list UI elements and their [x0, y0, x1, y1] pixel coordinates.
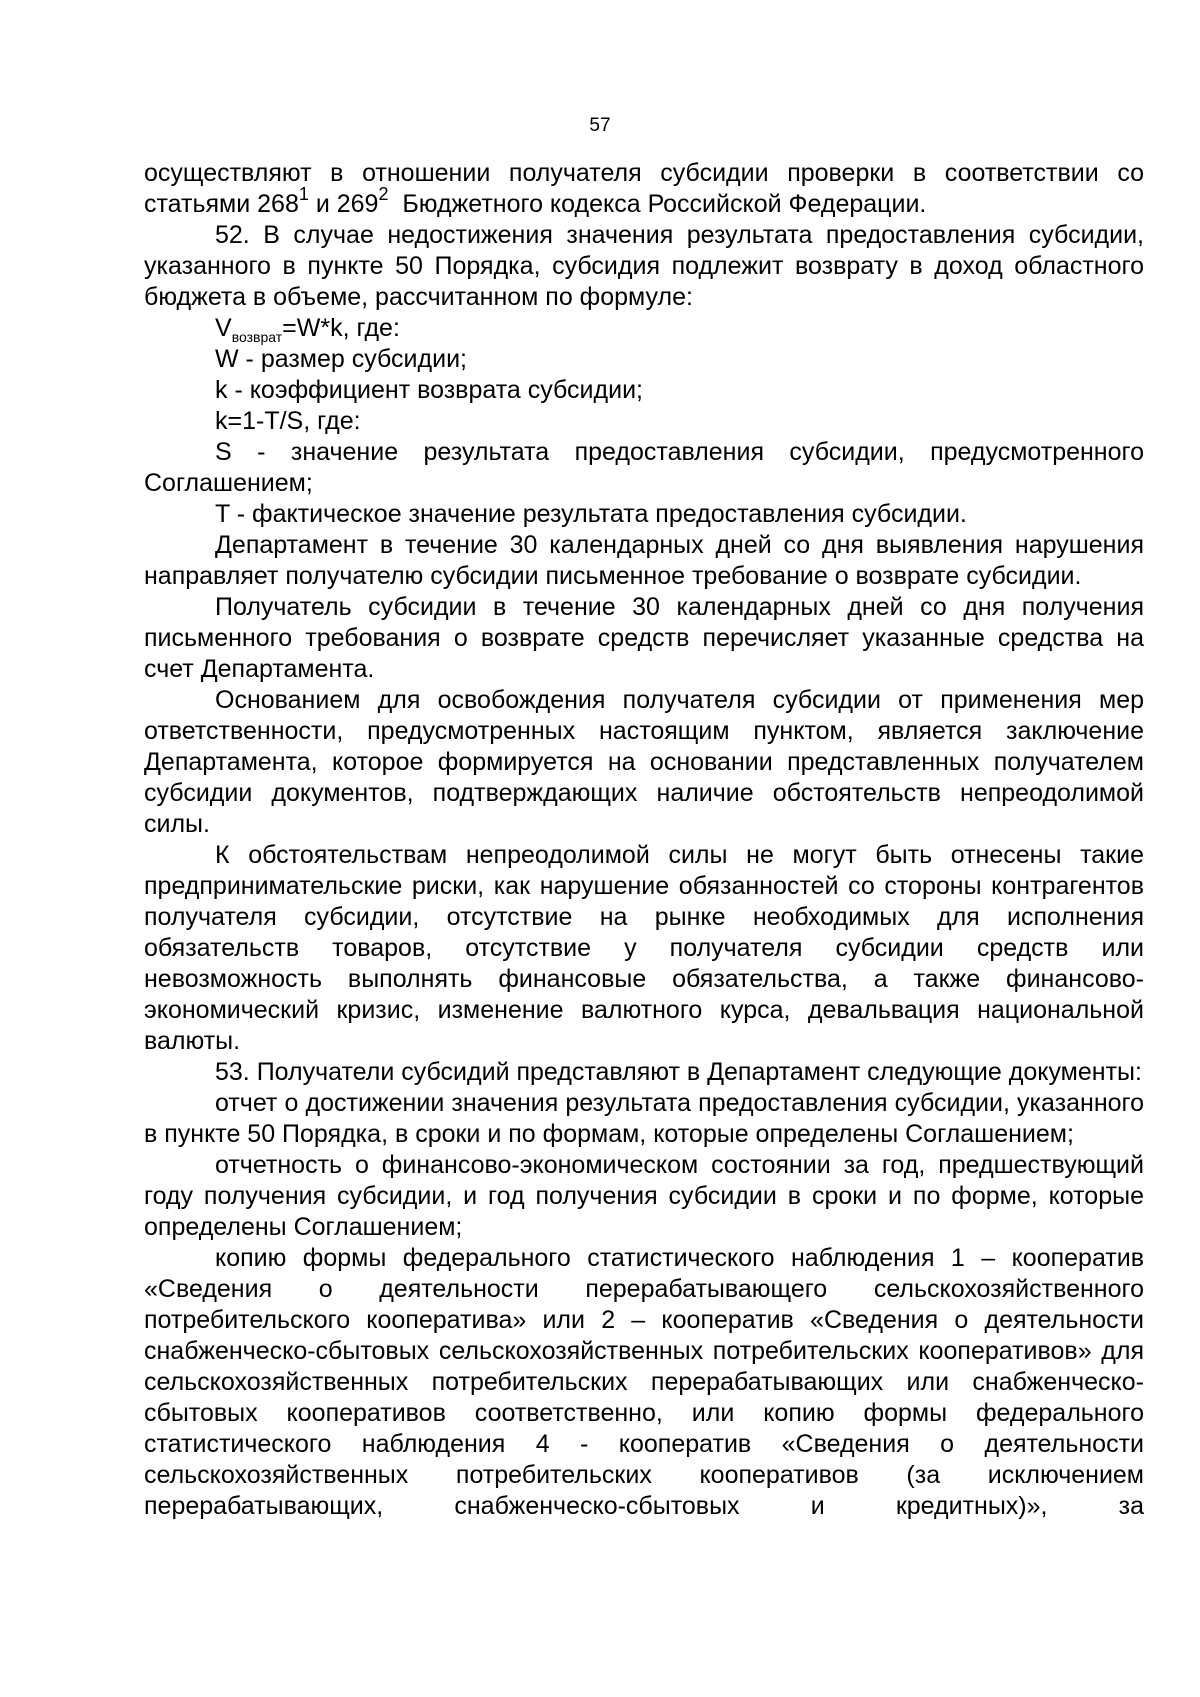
- paragraph-continuation: осуществляют в отношении получателя субсидии проверки в соответствии со: [144, 159, 1144, 187]
- text-fragment: и 269: [308, 190, 379, 218]
- paragraph-department-request: Департамент в течение 30 календарных дней со дня выявления нарушения направляет получателю субсидии письменное требование о возврате субсидии.: [144, 531, 1144, 590]
- paragraph-release-basis: Основанием для освобождения получателя субсидии от применения мер ответственности, предусмотренных настоящим пунктом, является заключение Департамента, которое формируется на основании представленных получателем субсидии документов, подтверждающих наличие обстоятельств непреодолимой силы.: [144, 686, 1144, 838]
- formula-refund: [144, 313, 1144, 344]
- superscript: 2: [378, 183, 389, 204]
- document-body: [144, 158, 1144, 1522]
- paragraph-item-52: 52. В случае недостижения значения результата предоставления субсидии, указанного в пункте 50 Порядка, субсидия подлежит возврату в доход областного бюджета в объеме, рассчитанном по формуле:: [144, 221, 1144, 311]
- formula-definition-s: S - значение результата предоставления субсидии, предусмотренного Соглашением;: [144, 438, 1144, 497]
- paragraph-budget-code-reference: [144, 183, 1144, 220]
- text-fragment: Бюджетного кодекса Российской Федерации.: [388, 190, 927, 218]
- formula-definition-k: k - коэффициент возврата субсидии;: [215, 376, 643, 404]
- paragraph-force-majeure: К обстоятельствам непреодолимой силы не могут быть отнесены такие предпринимательские риски, как нарушение обязанностей со стороны контрагентов получателя субсидии, отсутствие на рынке необходимых для исполнения обязательств товаров, отсутствие у получателя субсидии средств или невозможность выполнять финансовые обязательства, а также финансово-экономический кризис, изменение валютного курса, девальвация национальной валюты.: [144, 841, 1144, 1055]
- formula-definition-t: T - фактическое значение результата предоставления субсидии.: [215, 500, 967, 528]
- paragraph-financial-reporting: отчетность о финансово-экономическом состоянии за год, предшествующий году получения субсидии, и год получения субсидии в сроки и по форме, которые определены Соглашением;: [144, 1151, 1144, 1241]
- paragraph-recipient-transfer: Получатель субсидии в течение 30 календарных дней со дня получения письменного требования о возврате средств перечисляет указанные средства на счет Департамента.: [144, 593, 1144, 683]
- formula-definition-w: W - размер субсидии;: [215, 345, 467, 373]
- text-fragment: статьями 268: [144, 190, 299, 218]
- page-number: 57: [589, 115, 611, 136]
- formula-variable: V: [215, 314, 232, 342]
- formula-subscript: возврат: [231, 329, 283, 345]
- paragraph-item-53: 53. Получатели субсидий представляют в Департамент следующие документы:: [215, 1058, 1142, 1086]
- paragraph-statistical-form: копию формы федерального статистического наблюдения 1 – кооператив «Сведения о деятельности перерабатывающего сельскохозяйственного потребительского кооператива» или 2 – кооператив «Сведения о деятельности снабженческо-сбытовых сельскохозяйственных потребительских кооперативов» для сельскохозяйственных потребительских перерабатывающих или снабженческо-сбытовых кооперативов соответственно, или копию формы федерального статистического наблюдения 4 - кооператив «Сведения о деятельности сельскохозяйственных потребительских кооперативов (за исключением перерабатывающих, снабженческо-сбытовых и кредитных)», за: [144, 1244, 1144, 1520]
- paragraph-report: отчет о достижении значения результата предоставления субсидии, указанного в пункте 50 Порядка, в сроки и по формам, которые определены Соглашением;: [144, 1089, 1144, 1148]
- formula-k: k=1-T/S, где:: [215, 407, 361, 435]
- formula-expression: =W*k, где:: [282, 314, 400, 342]
- superscript: 1: [298, 183, 309, 204]
